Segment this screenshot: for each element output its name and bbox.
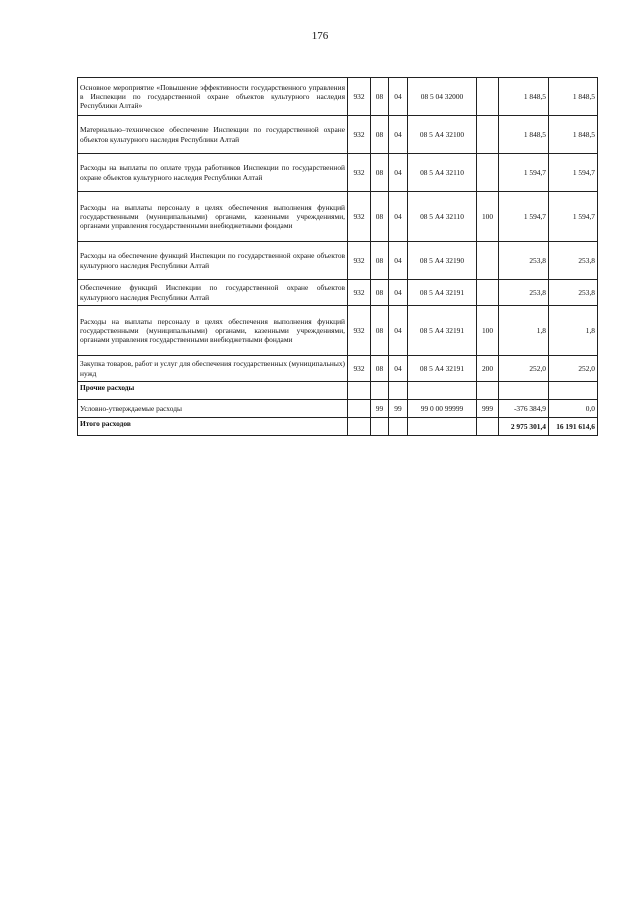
row-amount-year1-cell: 1 848,5: [499, 116, 549, 154]
row-target-article-cell: 08 5 А4 32190: [408, 242, 477, 280]
row-subsection-code-cell: 04: [389, 356, 408, 382]
row-amount-year1-cell: 2 975 301,4: [499, 418, 549, 436]
row-expense-type-cell: [477, 154, 499, 192]
row-amount-year2-cell: 253,8: [549, 280, 598, 306]
row-expense-type-cell: 100: [477, 192, 499, 242]
row-expense-type-cell: 100: [477, 306, 499, 356]
row-section-code-cell: [371, 418, 389, 436]
row-target-article-cell: 08 5 А4 32191: [408, 280, 477, 306]
row-target-article-cell: 08 5 А4 32110: [408, 192, 477, 242]
row-subsection-code-cell: 04: [389, 192, 408, 242]
row-expense-type-cell: [477, 78, 499, 116]
row-name-cell: Расходы на выплаты по оплате труда работников Инспекции по государственной охране объектов культурного наследия Республики Алтай: [78, 154, 348, 192]
row-ministry-code-cell: [348, 400, 371, 418]
row-amount-year2-cell: [549, 382, 598, 400]
row-amount-year1-cell: 1 594,7: [499, 154, 549, 192]
row-section-code-cell: 08: [371, 192, 389, 242]
row-amount-year1-cell: 252,0: [499, 356, 549, 382]
row-ministry-code-cell: 932: [348, 192, 371, 242]
row-amount-year1-cell: -376 384,9: [499, 400, 549, 418]
row-name-cell: Основное мероприятие «Повышение эффективности государственного управления в Инспекции по государственной охране объектов культурного наследия Республики Алтай»: [78, 78, 348, 116]
table-row: [78, 400, 598, 418]
row-name-cell: Расходы на выплаты персоналу в целях обеспечения выполнения функций государственными (муниципальными) органами, казенными учреждениями, органами управления государственными внебюджетными фондами: [78, 306, 348, 356]
table-row: [78, 418, 598, 436]
row-amount-year1-cell: 1 848,5: [499, 78, 549, 116]
row-name-cell: Закупка товаров, работ и услуг для обеспечения государственных (муниципальных) нужд: [78, 356, 348, 382]
row-name-cell: Расходы на обеспечение функций Инспекции по государственной охране объектов культурного наследия Республики Алтай: [78, 242, 348, 280]
row-ministry-code-cell: 932: [348, 116, 371, 154]
row-ministry-code-cell: 932: [348, 242, 371, 280]
row-ministry-code-cell: 932: [348, 280, 371, 306]
row-amount-year2-cell: 1 594,7: [549, 192, 598, 242]
row-target-article-cell: 08 5 А4 32110: [408, 154, 477, 192]
row-name-cell: Материально–техническое обеспечение Инспекции по государственной охране объектов культурного наследия Республики Алтай: [78, 116, 348, 154]
row-subsection-code-cell: [389, 382, 408, 400]
row-target-article-cell: 08 5 А4 32191: [408, 306, 477, 356]
row-expense-type-cell: [477, 382, 499, 400]
row-expense-type-cell: [477, 242, 499, 280]
row-name-cell: Прочие расходы: [78, 382, 348, 400]
row-name-cell: Итого расходов: [78, 418, 348, 436]
row-amount-year2-cell: 1 594,7: [549, 154, 598, 192]
row-section-code-cell: 99: [371, 400, 389, 418]
table-row: [78, 78, 598, 116]
row-section-code-cell: 08: [371, 306, 389, 356]
row-subsection-code-cell: 99: [389, 400, 408, 418]
row-ministry-code-cell: 932: [348, 356, 371, 382]
row-section-code-cell: 08: [371, 280, 389, 306]
row-section-code-cell: 08: [371, 78, 389, 116]
table-row: [78, 192, 598, 242]
row-amount-year2-cell: 252,0: [549, 356, 598, 382]
row-target-article-cell: 99 0 00 99999: [408, 400, 477, 418]
row-expense-type-cell: [477, 280, 499, 306]
row-amount-year2-cell: 1 848,5: [549, 78, 598, 116]
row-ministry-code-cell: 932: [348, 306, 371, 356]
row-target-article-cell: 08 5 А4 32191: [408, 356, 477, 382]
row-target-article-cell: [408, 418, 477, 436]
row-amount-year2-cell: 1 848,5: [549, 116, 598, 154]
row-target-article-cell: [408, 382, 477, 400]
row-amount-year2-cell: 1,8: [549, 306, 598, 356]
row-section-code-cell: 08: [371, 116, 389, 154]
row-amount-year2-cell: 253,8: [549, 242, 598, 280]
row-section-code-cell: [371, 382, 389, 400]
row-subsection-code-cell: 04: [389, 280, 408, 306]
row-name-cell: Расходы на выплаты персоналу в целях обеспечения выполнения функций государственными (муниципальными) органами, казенными учреждениями, органами управления государственными внебюджетными фондами: [78, 192, 348, 242]
row-amount-year1-cell: 253,8: [499, 242, 549, 280]
row-amount-year1-cell: 253,8: [499, 280, 549, 306]
row-subsection-code-cell: 04: [389, 306, 408, 356]
row-amount-year1-cell: 1 594,7: [499, 192, 549, 242]
budget-expenses-table: [77, 77, 598, 436]
row-target-article-cell: 08 5 04 32000: [408, 78, 477, 116]
row-subsection-code-cell: 04: [389, 242, 408, 280]
row-amount-year2-cell: 0,0: [549, 400, 598, 418]
row-subsection-code-cell: 04: [389, 116, 408, 154]
row-expense-type-cell: 200: [477, 356, 499, 382]
row-section-code-cell: 08: [371, 242, 389, 280]
row-amount-year2-cell: 16 191 614,6: [549, 418, 598, 436]
table-row: [78, 154, 598, 192]
table-row: [78, 356, 598, 382]
row-expense-type-cell: 999: [477, 400, 499, 418]
row-section-code-cell: 08: [371, 356, 389, 382]
page-number: 176: [311, 30, 329, 42]
row-amount-year1-cell: [499, 382, 549, 400]
table-row: [78, 382, 598, 400]
table-row: [78, 242, 598, 280]
row-subsection-code-cell: 04: [389, 154, 408, 192]
row-subsection-code-cell: 04: [389, 78, 408, 116]
table-row: [78, 280, 598, 306]
row-ministry-code-cell: [348, 418, 371, 436]
row-amount-year1-cell: 1,8: [499, 306, 549, 356]
row-ministry-code-cell: 932: [348, 78, 371, 116]
row-ministry-code-cell: [348, 382, 371, 400]
row-name-cell: Обеспечение функций Инспекции по государственной охране объектов культурного наследия Республики Алтай: [78, 280, 348, 306]
row-ministry-code-cell: 932: [348, 154, 371, 192]
row-expense-type-cell: [477, 116, 499, 154]
row-subsection-code-cell: [389, 418, 408, 436]
row-section-code-cell: 08: [371, 154, 389, 192]
row-expense-type-cell: [477, 418, 499, 436]
row-name-cell: Условно-утверждаемые расходы: [78, 400, 348, 418]
table-row: [78, 116, 598, 154]
row-target-article-cell: 08 5 А4 32100: [408, 116, 477, 154]
table-row: [78, 306, 598, 356]
